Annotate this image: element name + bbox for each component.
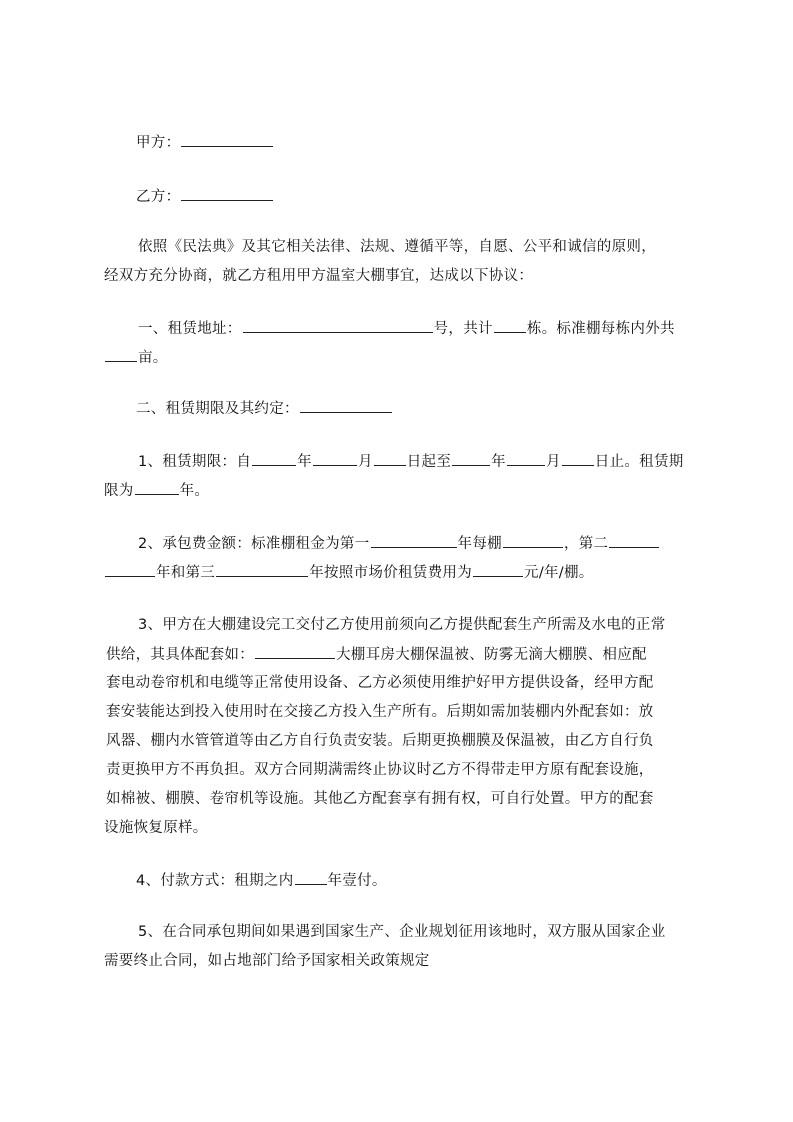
clause-5-line-2: 需要终止合同，如占地部门给予国家相关政策规定 (104, 953, 430, 969)
per-shed-text: 年每棚 (457, 536, 502, 552)
year-text: 年 (491, 454, 506, 470)
clause-1-label: 1、租赁期限：自 (138, 454, 252, 470)
party-b-blank[interactable] (181, 186, 273, 201)
section-2-title-line (136, 398, 393, 419)
second-year-blank-b[interactable] (105, 562, 155, 577)
section-2-title: 二、租赁期限及其约定： (136, 401, 299, 417)
second-year-blank-a[interactable] (609, 533, 659, 548)
lease-address-label: 一、租赁地址： (138, 321, 242, 337)
market-price-text: 年按照市场价租赁费用为 (309, 565, 473, 581)
clause-3-line-4: 套安装能达到投入使用时在交接乙方投入生产所有。后期如需加装棚内外配套如：放 (106, 704, 654, 720)
term-years-blank[interactable] (135, 480, 179, 495)
payment-years-blank[interactable] (295, 870, 327, 885)
month-text: 月 (357, 454, 373, 470)
term-label: 限为 (104, 483, 134, 499)
clause-5-line-1: 5、在合同承包期间如果遇到国家生产、企业规划征用该地时，双方服从国家企业 (138, 924, 666, 940)
clause-1-line-1 (138, 451, 684, 472)
clause-3-line-3: 套电动卷帘机和电缆等正常使用设备、乙方必须使用维护好甲方提供设备，经甲方配 (106, 675, 654, 691)
section-1-text-4: 亩。 (138, 350, 168, 366)
party-b-line (136, 186, 274, 207)
start-day-blank[interactable] (374, 451, 406, 466)
clause-3-line-2 (106, 644, 647, 665)
clause-3-text-2b: 大棚耳房大棚保温被、防雾无滴大棚膜、相应配 (336, 647, 647, 663)
unit-text: 元/年/棚。 (524, 565, 594, 581)
party-b-label: 乙方： (136, 189, 181, 205)
preamble-line-2: 经双方充分协商，就乙方租用甲方温室大棚事宜，达成以下协议： (104, 268, 534, 284)
facilities-blank[interactable] (255, 644, 335, 659)
area-mu-blank[interactable] (105, 347, 137, 362)
section-1-text-3: 栋。标准棚每栋内外共 (526, 321, 675, 337)
clause-3-line-1: 3、甲方在大棚建设完工交付乙方使用前须向乙方提供配套生产所需及水电的正常 (138, 617, 666, 633)
clause-3-line-7: 如棉被、棚膜、卷帘机等设施。其他乙方配套享有拥有权，可自行处置。甲方的配套 (106, 791, 654, 807)
preamble-line-1: 依照《民法典》及其它相关法律、法规、遵循平等，自愿、公平和诚信的原则， (138, 239, 656, 255)
term-year-text: 年。 (179, 483, 210, 499)
first-year-blank[interactable] (371, 533, 457, 548)
clause-3-line-6: 责更换甲方不再负担。双方合同期满需终止协议时乙方不得带走甲方原有配套设施， (106, 762, 654, 778)
third-year-blank[interactable] (216, 562, 308, 577)
section-2-blank[interactable] (300, 398, 392, 413)
party-a-line (136, 132, 274, 153)
market-price-blank[interactable] (473, 562, 523, 577)
clause-4-line (136, 870, 387, 891)
day-from-to-text: 日起至 (406, 454, 452, 470)
end-month-blank[interactable] (507, 451, 545, 466)
first-year-amount-blank[interactable] (503, 533, 563, 548)
clause-1-line-2 (104, 480, 209, 501)
end-year-blank[interactable] (452, 451, 490, 466)
party-a-blank[interactable] (181, 132, 273, 147)
clause-3-line-5: 风器、棚内水管管道等由乙方自行负责安装。后期更换棚膜及保温被，由乙方自行负 (106, 733, 654, 749)
clause-2-line-2 (104, 562, 594, 583)
section-1-line-1 (138, 318, 675, 339)
payment-text: 年壹付。 (327, 873, 387, 889)
start-month-blank[interactable] (313, 451, 357, 466)
day-end-text: 日止。租赁期 (594, 454, 684, 470)
section-1-line-2 (104, 347, 168, 368)
month-text: 月 (545, 454, 561, 470)
lease-address-blank[interactable] (243, 318, 433, 333)
start-year-blank[interactable] (252, 451, 296, 466)
end-day-blank[interactable] (562, 451, 594, 466)
clause-2-label: 2、承包费金额：标准棚租金为第一 (138, 536, 370, 552)
party-a-label: 甲方： (136, 135, 181, 151)
building-count-blank[interactable] (494, 318, 526, 333)
second-text: ，第二 (563, 536, 609, 552)
third-text: 年和第三 (156, 565, 216, 581)
section-1-text-2: 号，共计 (433, 321, 493, 337)
year-text: 年 (297, 454, 312, 470)
clause-3-line-8: 设施恢复原样。 (104, 820, 208, 836)
clause-2-line-1 (138, 533, 660, 554)
clause-3-text-2a: 供给，其具体配套如： (106, 647, 254, 663)
payment-label: 4、付款方式：租期之内 (136, 873, 294, 889)
